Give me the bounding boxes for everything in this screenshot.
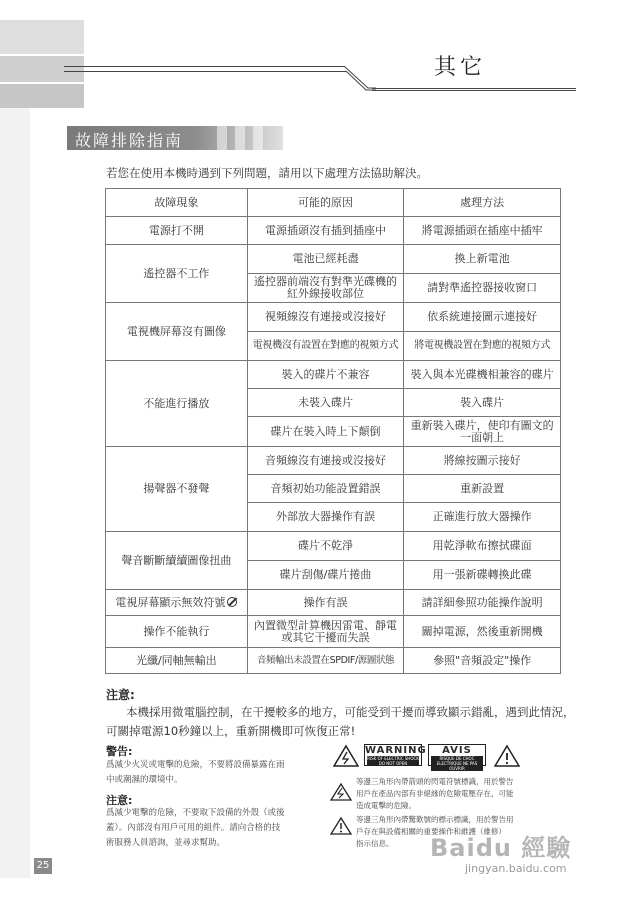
cause-cell: 電源插頭沒有插到插座中: [247, 217, 404, 245]
page-title: 其它: [434, 55, 487, 80]
cause-cell: 未裝入碟片: [247, 389, 404, 417]
cause-cell: 操作有誤: [247, 590, 404, 616]
symptom-cell: [106, 590, 248, 616]
cause-cell: 電池已經耗盡: [247, 245, 404, 274]
cause-cell: 碟片不乾淨: [247, 532, 404, 561]
lightning-symbol-icon: [330, 782, 352, 802]
solution-cell: 重新設置: [404, 475, 561, 503]
banner-stripe: [217, 126, 227, 150]
cause-cell: 外部放大器操作有誤: [247, 503, 404, 532]
header-cause: 可能的原因: [247, 189, 404, 217]
cause-cell: 裝入的碟片不兼容: [247, 361, 404, 389]
table-row: [106, 648, 561, 674]
solution-cell: 用乾淨軟布擦拭碟面: [404, 532, 561, 561]
cause-cell: 碟片在裝入時上下顛倒: [247, 417, 404, 447]
section-banner: [67, 126, 283, 150]
caution-title: 注意:: [106, 794, 133, 807]
cause-cell: 音頻初始功能設置錯誤: [247, 475, 404, 503]
caution-text-line: 術服務人員諮詢，並尋求幫助。: [106, 838, 226, 848]
watermark-brand: Baidu 經驗: [430, 834, 572, 862]
cause-cell: 碟片刮傷/碟片捲曲: [247, 561, 404, 590]
section-title: 故障排除指南: [75, 131, 184, 150]
caution-text-line: 蓋）。內部沒有用戶可用的組件。請向合格的技: [106, 823, 281, 833]
cause-cell: 音頻輸出未設置在SPDIF/源圖狀態: [247, 648, 404, 674]
side-tab-decoration: [0, 84, 84, 108]
symbol-desc-line: 造成電擊的危險。: [356, 801, 416, 810]
cause-cell: 電視機沒有設置在對應的視頻方式: [247, 332, 404, 361]
symbol-desc-line: 戶存在與設備相關的重要操作和維護（維修）: [356, 827, 506, 836]
solution-cell: 請對準遙控器接收窗口: [404, 274, 561, 303]
banner-stripe: [253, 126, 263, 150]
watermark-url: jingyan.baidu.com: [465, 862, 567, 875]
symptom-cell: 電視機屏幕沒有圖像: [106, 303, 248, 361]
header-rule: [372, 88, 576, 89]
warning-text-line: 中或潮濕的環境中。: [106, 775, 183, 785]
warning-title: 警告:: [106, 745, 133, 758]
solution-cell: 正確進行放大器操作: [404, 503, 561, 532]
solution-cell: 將電視機設置在對應的視頻方式: [404, 332, 561, 361]
side-tab-decoration: [0, 56, 84, 82]
page-number: 25: [34, 858, 52, 874]
symbol-desc-line: 用戶在產品內部有非絕緣的危險電壓存在，可能: [356, 789, 514, 798]
solution-cell: 用一張新碟轉換此碟: [404, 561, 561, 590]
solution-cell: 關掉電源，然後重新開機: [404, 616, 561, 648]
header-symptom: 故障現象: [106, 189, 248, 217]
table-row: [106, 590, 561, 616]
caution-text-line: 爲減少電擊的危險，不要取下設備的外殼（或後: [106, 808, 285, 818]
warning-label-box: [364, 744, 427, 766]
cause-cell: 內置微型計算機因雷電、靜電或其它干擾而失誤: [247, 616, 404, 648]
solution-cell: 裝入碟片: [404, 389, 561, 417]
note-text-line: 可關掉電源10秒鐘以上，重新開機即可恢復正常!: [106, 724, 356, 738]
header-rule: [372, 90, 576, 91]
lightning-warning-icon: [333, 744, 359, 768]
header-rule: [64, 71, 346, 72]
table-row: [106, 447, 561, 475]
table-row: [106, 303, 561, 332]
symptom-text: 電視屏幕顯示無效符號: [115, 595, 226, 609]
note-title: 注意:: [106, 688, 135, 702]
avis-label: AVIS: [442, 745, 472, 756]
symbol-desc-line: 指示信息。: [356, 839, 394, 848]
warning-label: WARNING: [365, 745, 427, 756]
table-row: [106, 532, 561, 561]
symptom-cell: 操作不能執行: [106, 616, 248, 648]
side-tab-decoration: [0, 20, 84, 54]
solution-cell: 換上新電池: [404, 245, 561, 274]
solution-cell: 重新裝入碟片，使印有圖文的一面朝上: [404, 417, 561, 447]
solution-cell: 請詳細參照功能操作說明: [404, 590, 561, 616]
table-row: [106, 361, 561, 389]
symptom-cell: 光纖/同軸無輸出: [106, 648, 248, 674]
table-row: [106, 616, 561, 648]
header-solution: 處理方法: [404, 189, 561, 217]
solution-cell: 參照"音頻設定"操作: [404, 648, 561, 674]
note-text-line: 本機採用微電腦控制，在干擾較多的地方，可能受到干擾而導致顯示錯亂，遇到此情況，: [126, 705, 575, 719]
banner-stripe: [235, 126, 245, 150]
symptom-cell: 不能進行播放: [106, 361, 248, 447]
table-row: [106, 245, 561, 274]
intro-text: 若您在使用本機時遇到下列問題，請用以下處理方法協助解決。: [106, 166, 428, 180]
symptom-cell: 遙控器不工作: [106, 245, 248, 303]
avis-label-sub: RISQUE DE CHOC ELECTRIQUE NE PAS OUVRIR: [431, 756, 483, 771]
solution-cell: 將電源插頭在插座中插牢: [404, 217, 561, 245]
solution-cell: 將線按圖示接好: [404, 447, 561, 475]
warning-label-sub: RISK OF ELECTRIC SHOCK DO NOT OPEN: [367, 756, 419, 766]
avis-label-box: [428, 744, 486, 771]
cause-cell: 遙控器前端沒有對準光碟機的紅外線接收部位: [247, 274, 404, 303]
warning-text-line: 爲減少火災或電擊的危險，不要將設備暴露在雨: [106, 760, 285, 770]
troubleshooting-table: [105, 188, 561, 674]
side-bar-decoration: [0, 108, 30, 878]
symptom-cell: 電源打不開: [106, 217, 248, 245]
table-row: [106, 217, 561, 245]
symptom-cell: 揚聲器不發聲: [106, 447, 248, 532]
solution-cell: 裝入與本光碟機相兼容的碟片: [404, 361, 561, 389]
table-header-row: [106, 189, 561, 217]
cause-cell: 視頻線沒有連接或沒接好: [247, 303, 404, 332]
exclamation-symbol-icon: [330, 816, 352, 836]
cause-cell: 音頻線沒有連接或沒接好: [247, 447, 404, 475]
symbol-desc-line: 等邊三角形內帶驚歎號的標示標識，用於警告用: [356, 815, 514, 824]
solution-cell: 依系統連接圖示連接好: [404, 303, 561, 332]
symbol-desc-line: 等邊三角形內帶箭頭的閃電符號標識，用於警告: [356, 777, 514, 786]
symptom-cell: 聲音斷斷續續圖像扭曲: [106, 532, 248, 590]
header-rule: [64, 66, 344, 67]
exclamation-warning-icon: [494, 744, 520, 768]
prohibited-icon: [227, 597, 237, 607]
